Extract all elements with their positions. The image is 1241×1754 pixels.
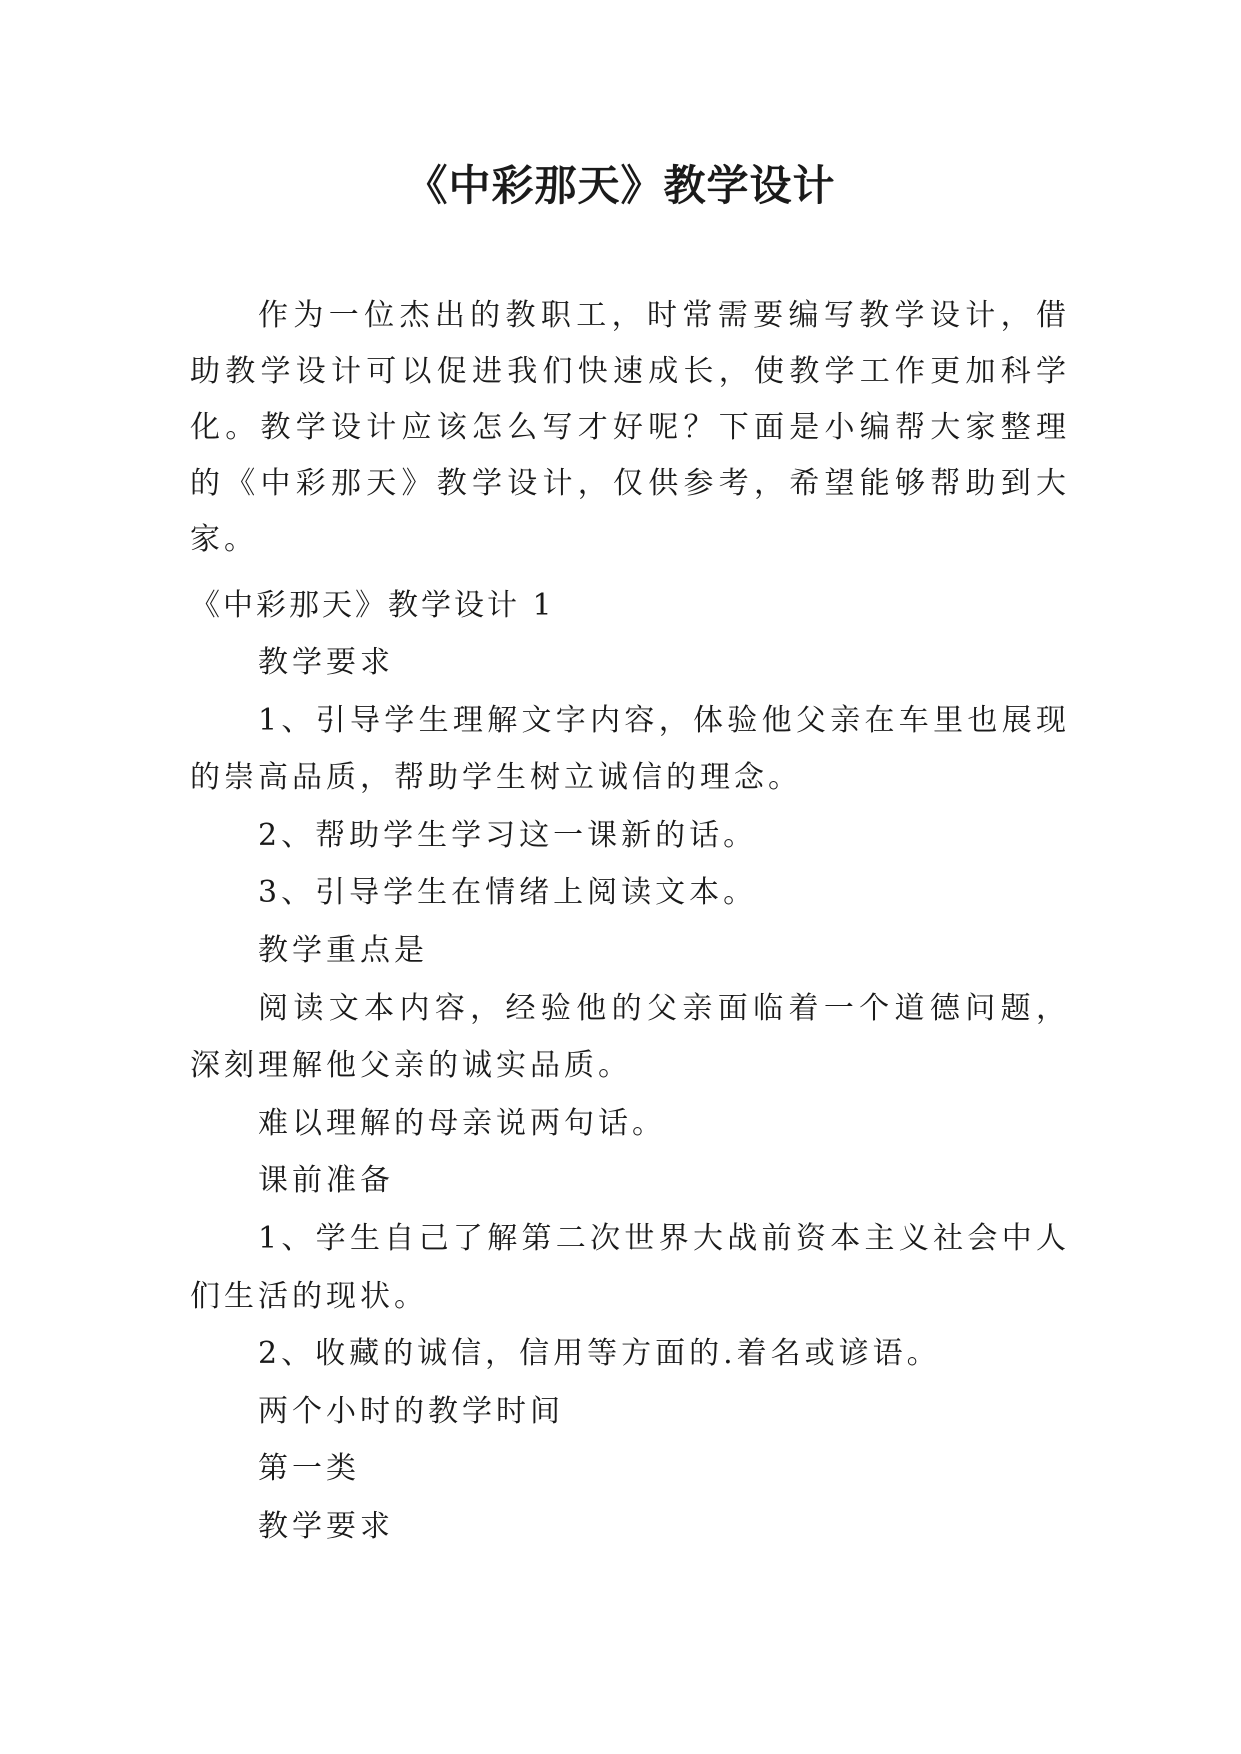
paragraph-key-points-heading: 教学重点是 (258, 932, 428, 968)
paragraph-preparation-1: 1、学生自己了解第二次世界大战前资本主义社会中人们生活的现状。 (190, 1220, 1070, 1314)
paragraph-preparation-2: 2、收藏的诚信，信用等方面的.着名或谚语。 (258, 1336, 941, 1372)
paragraph-requirement-2: 2、帮助学生学习这一课新的话。 (258, 817, 758, 853)
paragraph-preparation-heading: 课前准备 (258, 1163, 394, 1199)
paragraph-difficulty: 难以理解的母亲说两句话。 (258, 1105, 666, 1141)
document-title: 《中彩那天》教学设计 (405, 161, 836, 210)
paragraph-key-points: 阅读文本内容，经验他的父亲面临着一个道德问题，深刻理解他父亲的诚实品质。 (190, 990, 1070, 1084)
intro-paragraph: 作为一位杰出的教职工，时常需要编写教学设计，借助教学设计可以促进我们快速成长，使教学工作更加科学化。教学设计应该怎么写才好呢？下面是小编帮大家整理的《中彩那天》教学设计，仅供参考，希望能够帮助到大家。 (190, 298, 1070, 557)
section-heading: 《中彩那天》教学设计 1 (190, 588, 555, 623)
paragraph-requirement-3: 3、引导学生在情绪上阅读文本。 (258, 875, 758, 911)
paragraph-first-class: 第一类 (258, 1451, 360, 1487)
paragraph-teaching-requirements-2: 教学要求 (258, 1508, 394, 1544)
section-body (190, 634, 1070, 1556)
paragraph-teaching-requirements: 教学要求 (258, 645, 394, 680)
paragraph-requirement-1: 1、引导学生理解文字内容，体验他父亲在车里也展现的崇高品质，帮助学生树立诚信的理念。 (190, 702, 1070, 796)
paragraph-teaching-time: 两个小时的教学时间 (258, 1393, 564, 1429)
